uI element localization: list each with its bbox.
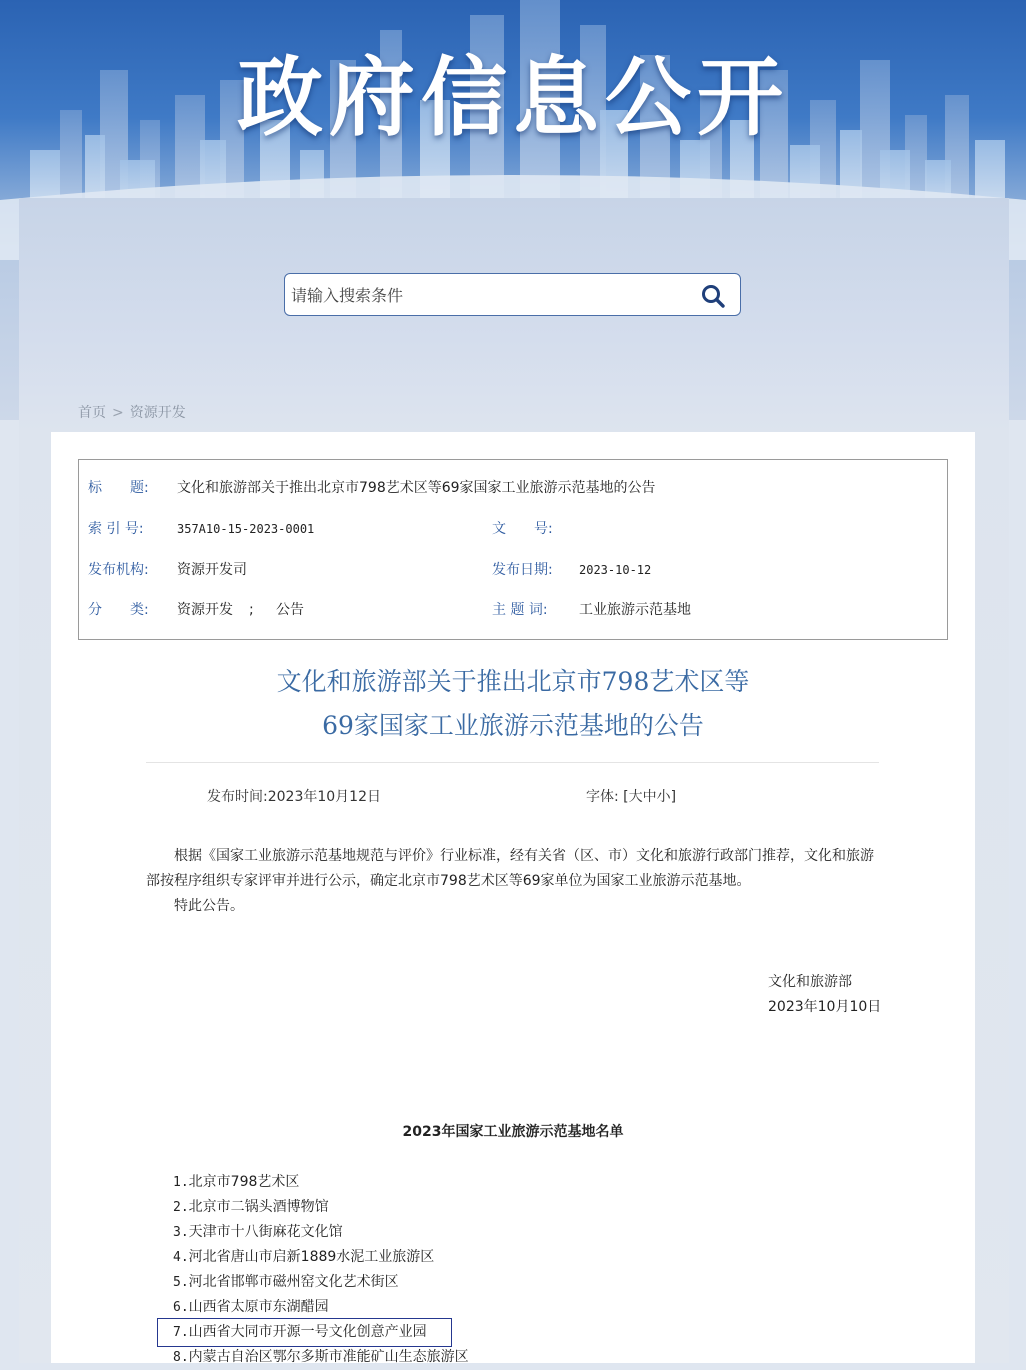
signature-org: 文化和旅游部 [768,974,852,990]
font-size-control [586,786,676,806]
list-item: 3.天津市十八街麻花文化馆 [173,1224,343,1240]
meta-org-value: 资源开发司 [177,562,247,578]
font-size-medium[interactable]: 中 [642,789,657,805]
title-divider [146,762,879,763]
font-size-small[interactable]: 小 [656,789,671,805]
meta-docno-label: 文 号: [492,521,553,537]
publish-label: 发布时间: [207,789,268,805]
meta-date-value: 2023-10-12 [579,563,652,577]
meta-title-label: 标 题: [88,480,149,496]
list-title: 2023年国家工业旅游示范基地名单 [402,1124,624,1140]
font-size-bracket-open: [ [623,789,629,805]
font-size-large[interactable]: 大 [628,789,643,805]
breadcrumb-current[interactable]: 资源开发 [129,405,186,421]
list-item: 1.北京市798艺术区 [173,1174,300,1190]
list-item: 5.河北省邯郸市磁州窑文化艺术街区 [173,1274,399,1290]
breadcrumb-separator-icon: > [112,405,124,421]
article-title-line-2: 69家国家工业旅游示范基地的公告 [322,711,704,740]
article-title [51,660,975,748]
meta-keyword-value: 工业旅游示范基地 [579,602,691,618]
font-size-bracket-close: ] [670,789,677,805]
meta-index-label: 索 引 号: [88,521,144,537]
signature-date: 2023年10月10日 [768,999,882,1015]
list-item: 6.山西省太原市东湖醋园 [173,1299,329,1315]
font-size-label: 字体: [586,789,619,805]
search-icon[interactable] [700,283,726,309]
article-title-line-1: 文化和旅游部关于推出北京市798艺术区等 [276,667,750,696]
meta-category-value-1: 资源开发 [177,602,233,618]
metadata-table [78,459,948,640]
list-item: 4.河北省唐山市启新1889水泥工业旅游区 [173,1249,435,1265]
meta-date-label: 发布日期: [492,562,553,578]
article-body [146,844,882,919]
publish-info [207,786,381,806]
list-item-highlighted: 7.山西省大同市开源一号文化创意产业园 [159,1320,450,1345]
meta-title-value: 文化和旅游部关于推出北京市798艺术区等69家国家工业旅游示范基地的公告 [177,480,656,496]
search-input[interactable] [289,274,693,317]
meta-category-separator: ; [249,602,254,618]
body-paragraph-2: 特此公告。 [174,898,244,914]
breadcrumb [78,402,186,422]
base-list [173,1170,469,1370]
search-box [284,273,741,316]
meta-category-label: 分 类: [88,602,149,618]
list-item: 8.内蒙古自治区鄂尔多斯市准能矿山生态旅游区 [173,1349,469,1365]
list-item: 2.北京市二锅头酒博物馆 [173,1199,329,1215]
meta-category-value-2: 公告 [276,602,304,618]
banner-title: 政府信息公开 [237,48,789,148]
article-content [51,432,975,1363]
meta-org-label: 发布机构: [88,562,149,578]
signature [768,970,881,1020]
breadcrumb-home[interactable]: 首页 [78,405,106,421]
meta-keyword-label: 主 题 词: [492,602,548,618]
body-paragraph-1: 根据《国家工业旅游示范基地规范与评价》行业标准，经有关省（区、市）文化和旅游行政部门推荐，文化和旅游部按程序组织专家评审并进行公示，确定北京市798艺术区等69家单位为国家工业旅游示范基地。 [146,848,874,889]
publish-date: 2023年10月12日 [267,789,381,805]
meta-index-value: 357A10-15-2023-0001 [177,522,315,536]
